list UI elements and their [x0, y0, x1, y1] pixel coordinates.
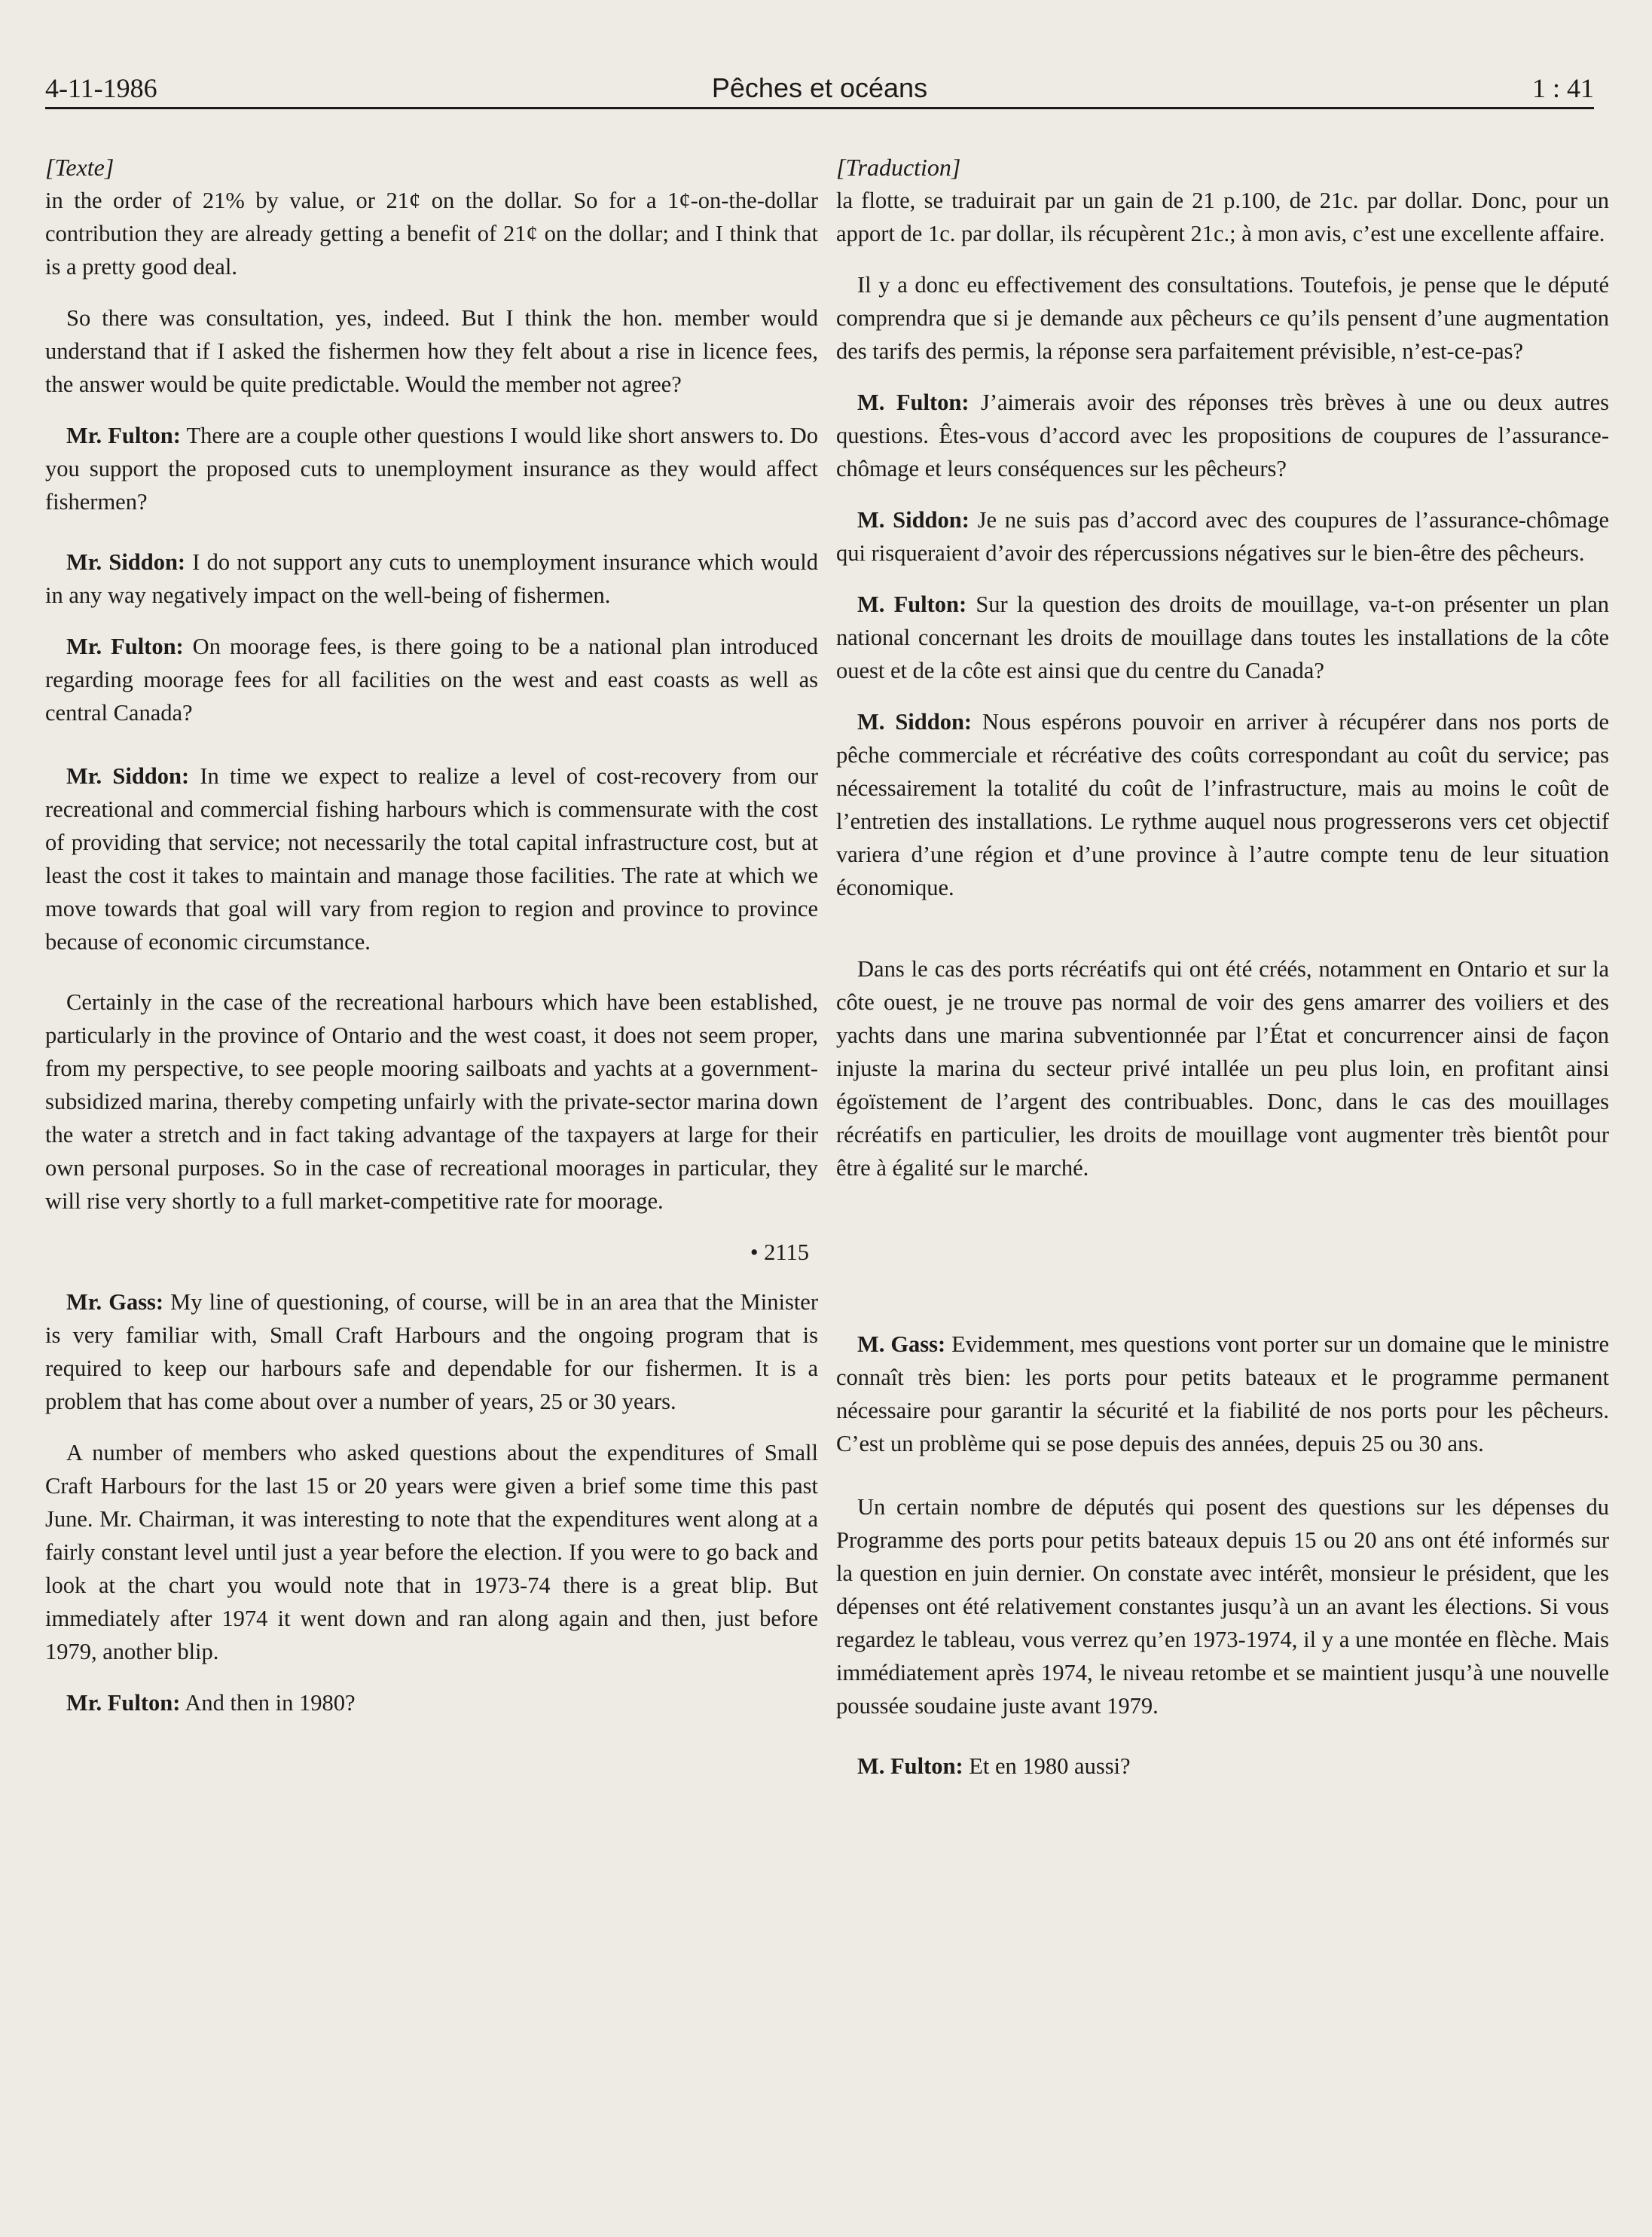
speaker-name: Mr. Fulton:: [66, 423, 181, 448]
paragraph: A number of members who asked questions about the expenditures of Small Craft Harbours for the last 15 or 20 years were given a brief some time this past June. Mr. Chairman, it was interesting to note that the expenditures went along at a fairly constant level until just a year before the election. If you were to go back and look at the chart you would note that in 1973-74 there is a great blip. But immediately after 1974 it went down and ran along again and then, just before 1979, another blip.: [45, 1440, 818, 1664]
paragraph: [836, 386, 1609, 485]
speech-text: Nous espérons pouvoir en arriver à récupérer dans nos ports de pêche commerciale et récréative des coûts correspondant au coût du service; pas nécessairement la totalité du coût de l’infrastructure, mais au moins le coût de l’entretien des installations. Le rythme auquel nous progresserons vers cet objectif variera d’une région et d’une province à l’autre compte tenu de leur situation économique.: [836, 709, 1609, 900]
language-label: [Texte]: [45, 154, 115, 181]
speaker-name: M. Fulton:: [857, 1753, 963, 1779]
speech-text: My line of questioning, of course, will be in an area that the Minister is very familiar with, Small Craft Harbours and the ongoing program that is required to keep our harbours safe and dependable for our fishermen. It is a problem that has come about over a number of years, 25 or 30 years.: [45, 1289, 818, 1414]
speech-text: And then in 1980?: [180, 1690, 356, 1716]
speaker-name: Mr. Fulton:: [66, 634, 184, 659]
paragraph: So there was consultation, yes, indeed. But I think the hon. member would understand that if I asked the fishermen how they felt about a rise in licence fees, the answer would be quite predictable. Would the member not agree?: [45, 305, 818, 397]
speaker-name: M. Siddon:: [857, 709, 973, 735]
speech-text: There are a couple other questions I would like short answers to. Do you support the proposed cuts to unemployment insurance as they would affect fishermen?: [45, 423, 818, 515]
paragraph: [836, 705, 1609, 904]
header-rule: [45, 107, 1594, 109]
paragraph: [836, 1328, 1609, 1460]
language-label: [Traduction]: [836, 154, 961, 181]
paragraph: [836, 588, 1609, 687]
speech-text: In time we expect to realize a level of cost-recovery from our recreational and commercial fishing harbours which is commensurate with the cost of providing that service; not necessarily the total capital infrastructure cost, but at least the cost it takes to maintain and manage those facilities. The rate at which we move towards that goal will vary from region to region and province to province because of economic circumstance.: [45, 763, 818, 955]
paragraph: la flotte, se traduirait par un gain de 21 p.100, de 21c. par dollar. Donc, pour un apport de 1c. par dollar, ils récupèrent 21c.; à mon avis, c’est une excellente affaire.: [836, 188, 1609, 246]
paragraph: [836, 503, 1609, 570]
time-marker: • 2115: [750, 1239, 809, 1265]
page-number: 1 : 41: [1531, 73, 1594, 103]
paragraph: Il y a donc eu effectivement des consultations. Toutefois, je pense que le député comprendra que si je demande aux pêcheurs ce qu’ils pensent d’une augmentation des tarifs des permis, la réponse sera parfaitement prévisible, n’est-ce-pas?: [836, 272, 1609, 364]
speech-text: Evidemment, mes questions vont porter sur un domaine que le ministre connaît très bien: les ports pour petits bateaux et le programme permanent nécessaire pour garantir la sécurité et la fiabilité de nos ports pour les pêcheurs. C’est un problème qui se pose depuis des années, depuis 25 ou 30 ans.: [836, 1331, 1609, 1456]
paragraph: Certainly in the case of the recreational harbours which have been established, particularly in the province of Ontario and the west coast, it does not seem proper, from my perspective, to see people mooring sailboats and yachts at a government-subsidized marina, thereby competing unfairly with the private-sector marina down the water a stretch and in fact taking advantage of the taxpayers at large for their own personal purposes. So in the case of recreational moorages in particular, they will rise very shortly to a full market-competitive rate for moorage.: [45, 989, 818, 1214]
speech-text: J’aimerais avoir des réponses très brèves à une ou deux autres questions. Êtes-vous d’accord avec les propositions de coupures de l’assurance-chômage et leurs conséquences sur les pêcheurs?: [836, 390, 1609, 481]
paragraph: Un certain nombre de députés qui posent des questions sur les dépenses du Programme des ports pour petits bateaux depuis 15 ou 20 ans ont été informés sur la question en juin dernier. On constate avec intérêt, monsieur le président, que les dépenses ont été relativement constantes jusqu’à un an avant les élections. Si vous regardez le tableau, vous verrez qu’en 1973-1974, il y a une montée en flèche. Mais immédiatement après 1974, le niveau retombe et se maintient jusqu’à une nouvelle poussée soudaine juste avant 1979.: [836, 1494, 1609, 1719]
french-column: [836, 151, 1609, 1801]
paragraph: [45, 545, 818, 612]
paragraph: [45, 759, 818, 958]
speaker-name: Mr. Siddon:: [66, 549, 186, 575]
speech-text: Je ne suis pas d’accord avec des coupures de l’assurance-chômage qui risqueraient d’avoir des répercussions négatives sur le bien-être des pêcheurs.: [836, 507, 1609, 566]
paragraph: [45, 1285, 818, 1418]
header-date: 4-11-1986: [45, 73, 157, 103]
paragraph: [45, 630, 818, 729]
paragraph: Dans le cas des ports récréatifs qui ont été créés, notamment en Ontario et sur la côte ouest, je ne trouve pas normal de voir des gens amarrer des voiliers et des yachts dans une marina subventionnée par l’État et concurrencer ainsi de façon injuste la marina du secteur privé intallée un peu plus loin, en profitant ainsi égoïstement de l’argent des contribuables. Donc, dans le cas des mouillages récréatifs en particulier, les droits de mouillage vont augmenter très bientôt pour être à égalité sur le marché.: [836, 956, 1609, 1181]
speaker-name: M. Fulton:: [857, 591, 967, 617]
speaker-name: M. Gass:: [857, 1331, 946, 1357]
paragraph: [45, 419, 818, 518]
paragraph: [45, 1686, 818, 1719]
speaker-name: Mr. Gass:: [66, 1289, 164, 1315]
speaker-name: Mr. Siddon:: [66, 763, 190, 789]
speech-text: I do not support any cuts to unemployment insurance which would in any way negatively impact on the well-being of fishermen.: [45, 549, 818, 608]
header-title: Pêches et océans: [711, 72, 928, 103]
speech-text: On moorage fees, is there going to be a national plan introduced regarding moorage fees for all facilities on the west and east coasts as well as central Canada?: [45, 634, 819, 726]
speech-text: Et en 1980 aussi?: [963, 1753, 1131, 1779]
speaker-name: M. Siddon:: [857, 507, 970, 533]
speech-text: Sur la question des droits de mouillage, va-t-on présenter un plan national concernant les droits de mouillage dans toutes les installations de la côte ouest et de la côte est ainsi que du centre du Canada?: [836, 591, 1609, 683]
paragraph: [836, 1750, 1609, 1783]
speaker-name: M. Fulton:: [857, 390, 970, 415]
english-column: [45, 151, 818, 1737]
paragraph: in the order of 21% by value, or 21¢ on the dollar. So for a 1¢-on-the-dollar contribution they are already getting a benefit of 21¢ on the dollar; and I think that is a pretty good deal.: [45, 188, 818, 280]
speaker-name: Mr. Fulton:: [66, 1690, 181, 1716]
